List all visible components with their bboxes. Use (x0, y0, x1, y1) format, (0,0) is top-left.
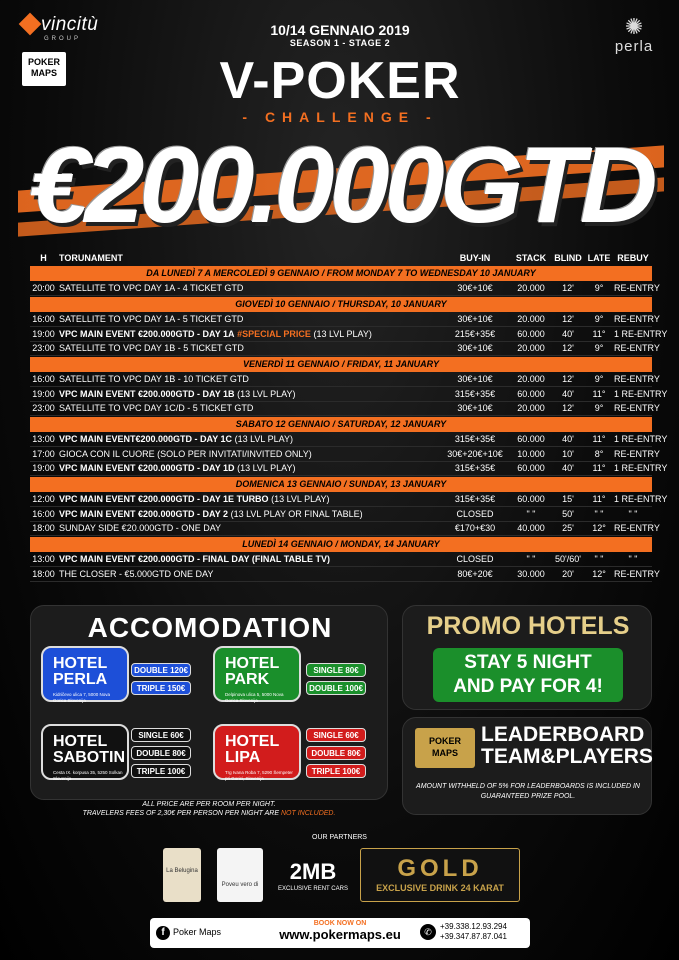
blind-cell: 12' (562, 343, 574, 354)
hotel-address: Kidričevo ulica 7, 5000 Nova Gorica Slovenija (53, 692, 111, 703)
day-header: DA LUNEDÌ 7 A MERCOLEDÌ 9 GENNAIO / FROM MONDAY 7 TO WEDNESDAY 10 JANUARY (30, 266, 652, 281)
tournament-name: SATELLITE TO VPC DAY 1A - 5 TICKET GTD (59, 314, 244, 325)
tournament-name: SATELLITE TO VPC DAY 1C/D - 5 TICKET GTD (59, 403, 254, 414)
stack-cell: 30.000 (517, 568, 545, 579)
day-header: DOMENICA 13 GENNAIO / SUNDAY, 13 JANUARY (30, 477, 652, 492)
tournament-name: VPC MAIN EVENT€200.000GTD - DAY 1C (59, 434, 233, 445)
tournament-row (30, 327, 668, 342)
price-badge: DOUBLE 80€ (131, 746, 191, 760)
pokermaps-logo: POKER MAPS (22, 52, 66, 86)
promo-line: STAY 5 NIGHT (464, 652, 592, 673)
tournament-row (30, 282, 660, 297)
col-rebuy: REBUY (617, 253, 649, 263)
stack-cell: 60.000 (517, 494, 545, 505)
stack-cell: 60.000 (517, 463, 545, 474)
stack-cell: 20.000 (517, 403, 545, 414)
vincitu-logo (22, 14, 118, 42)
tournament-cell (57, 494, 440, 504)
late-cell: 9° (594, 283, 604, 294)
logo-title: V-POKER (219, 52, 461, 110)
late-cell: 9° (594, 314, 604, 325)
late-cell: 12° (592, 523, 606, 534)
buyin-cell: 215€+35€ (454, 328, 496, 339)
tournament-row (30, 387, 668, 402)
phone-number[interactable]: +39.347.87.87.041 (440, 932, 507, 941)
price-badge: SINGLE 80€ (306, 663, 366, 677)
tournament-extra: (13 LVL PLAY) (234, 434, 293, 445)
partner-gold-logo (360, 848, 520, 902)
day-header: LUNEDÌ 14 GENNAIO / MONDAY, 14 JANUARY (30, 537, 652, 552)
facebook-link[interactable] (156, 926, 221, 940)
late-cell: 11° (592, 328, 606, 339)
note-line: ALL PRICE ARE PER ROOM PER NIGHT. (142, 801, 276, 808)
tournament-name: SATELLITE TO VPC DAY 1B - 10 TICKET GTD (59, 374, 249, 385)
tournament-name: VPC MAIN EVENT €200.000GTD - DAY 1E TURBO (59, 494, 269, 505)
blind-cell: 25' (562, 523, 574, 534)
late-cell: 11° (592, 463, 606, 474)
buyin-cell: 30€+10€ (457, 314, 493, 325)
book-label: BOOK NOW ON (313, 920, 367, 927)
tournament-row (30, 493, 668, 508)
facebook-icon: f (156, 926, 170, 940)
partner-2mb-sub: EXCLUSIVE RENT CARS (278, 886, 348, 892)
time-cell: 16:00 (32, 374, 55, 385)
schedule-header-row (30, 251, 652, 265)
accomodation-note (30, 800, 388, 818)
blind-cell: 12' (562, 374, 574, 385)
promo-hotels-panel (402, 605, 652, 710)
time-cell: 13:00 (32, 554, 55, 565)
tournament-cell (57, 343, 440, 353)
tournament-row (30, 507, 652, 522)
tournament-cell (57, 403, 440, 413)
time-cell: 18:00 (32, 523, 55, 534)
blind-cell: 12' (562, 314, 574, 325)
late-cell: 8° (594, 448, 604, 459)
tournament-extra: (13 LVL PLAY) (237, 388, 296, 399)
schedule-table (30, 251, 668, 582)
partner-2mb-name: 2MB (289, 859, 337, 884)
guarantee-headline: €200.000GTD (29, 124, 653, 245)
hotel-sabotin-prices (131, 728, 191, 782)
phone-number[interactable]: +39.338.12.93.294 (440, 922, 507, 931)
perla-name: perla (614, 38, 654, 55)
brand-name: vincitù (41, 14, 99, 35)
tournament-cell (57, 449, 440, 459)
tournament-name: GIOCA CON IL CUORE (SOLO PER INVITATI/INVITED ONLY) (59, 448, 312, 459)
rebuy-cell: RE-ENTRY (614, 568, 660, 579)
brand-sub: GROUP (44, 36, 82, 42)
blind-cell: 40' (562, 388, 574, 399)
hotel-name: HOTEL SABOTIN (53, 733, 125, 766)
buyin-cell: 315€+35€ (454, 388, 496, 399)
blind-cell: 12' (562, 283, 574, 294)
tournament-cell (57, 463, 440, 473)
hotel-perla-prices (131, 663, 191, 699)
hotel-address: Cesta IX. korpusa 35, 5250 Solkan Slovenija (53, 770, 123, 781)
tournament-row (30, 522, 660, 537)
stack-cell: 10.000 (517, 448, 545, 459)
hotel-name: HOTEL PERLA (53, 655, 108, 688)
tournament-cell (57, 523, 440, 533)
tournament-name: VPC MAIN EVENT €200.000GTD - DAY 2 (59, 508, 229, 519)
time-cell: 12:00 (32, 494, 55, 505)
price-badge: TRIPLE 100€ (131, 764, 191, 778)
col-tournament: TORUNAMENT (59, 253, 123, 263)
rebuy-cell: 1 RE-ENTRY (614, 463, 668, 474)
tournament-name: VPC MAIN EVENT €200.000GTD - DAY 1A (59, 328, 235, 339)
hotel-name: HOTEL PARK (225, 655, 279, 688)
leaderboard-title-line: TEAM&PLAYERS (481, 745, 653, 768)
time-cell: 13:00 (32, 434, 55, 445)
blind-cell: 50' (562, 508, 574, 519)
event-dates (240, 22, 440, 48)
hotel-lipa-prices (306, 728, 366, 782)
stack-cell: " " (526, 508, 536, 519)
late-cell: " " (594, 554, 604, 565)
price-badge: TRIPLE 100€ (306, 764, 366, 778)
buyin-cell: 315€+35€ (454, 494, 496, 505)
promo-title: PROMO HOTELS (426, 612, 630, 640)
day-header: GIOVEDÌ 10 GENNAIO / THURSDAY, 10 JANUARY (30, 297, 652, 312)
price-badge: DOUBLE 80€ (306, 746, 366, 760)
buyin-cell: CLOSED (456, 554, 494, 565)
late-cell: 9° (594, 374, 604, 385)
tournament-cell (57, 374, 440, 384)
price-badge: SINGLE 60€ (131, 728, 191, 742)
price-badge: DOUBLE 100€ (306, 681, 366, 695)
logo-subtitle: - CHALLENGE - (242, 109, 438, 125)
partner-belugina-logo: La Belugina (163, 848, 201, 902)
tournament-name: VPC MAIN EVENT €200.000GTD - FINAL DAY (FINAL TABLE TV) (59, 554, 331, 565)
tournament-row (30, 567, 660, 582)
hotel-name: HOTEL LIPA (225, 733, 279, 766)
tournament-cell (57, 434, 440, 444)
time-cell: 23:00 (32, 343, 55, 354)
time-cell: 16:00 (32, 314, 55, 325)
rebuy-cell: 1 RE-ENTRY (614, 434, 668, 445)
col-stack: STACK (515, 253, 547, 263)
tournament-row (30, 553, 652, 568)
website-link[interactable]: www.pokermaps.eu (279, 927, 401, 942)
tournament-name: SUNDAY SIDE €20.000GTD - ONE DAY (59, 523, 222, 534)
perla-logo (604, 16, 664, 55)
hotel-perla-card (41, 646, 129, 702)
rebuy-cell: RE-ENTRY (614, 343, 660, 354)
stack-cell: 20.000 (517, 283, 545, 294)
note-highlight: NOT INCLUDED. (280, 810, 336, 817)
vpoker-logo (170, 52, 510, 125)
vincitu-mark-icon (19, 13, 42, 36)
hotel-park-card (213, 646, 301, 702)
tournament-row (30, 433, 668, 448)
late-cell: 11° (592, 388, 606, 399)
tournament-row (30, 402, 660, 417)
blind-cell: 40' (562, 328, 574, 339)
tournament-cell (57, 509, 440, 519)
footer-bar (150, 918, 530, 948)
tournament-name: THE CLOSER - €5.000GTD ONE DAY (59, 568, 214, 579)
stack-cell: 60.000 (517, 434, 545, 445)
buyin-cell: 30€+20€+10€ (447, 448, 503, 459)
price-badge: SINGLE 60€ (306, 728, 366, 742)
blind-cell: 40' (562, 434, 574, 445)
rebuy-cell: RE-ENTRY (614, 403, 660, 414)
tournament-extra: (13 LVL PLAY) (313, 328, 372, 339)
stack-cell: 60.000 (517, 388, 545, 399)
col-h: H (40, 253, 47, 263)
buyin-cell: €170+€30 (454, 523, 496, 534)
season-text: SEASON 1 - STAGE 2 (289, 38, 391, 48)
time-cell: 19:00 (32, 463, 55, 474)
tournament-row (30, 373, 660, 388)
tournament-cell (57, 314, 440, 324)
tournament-extra: (13 LVL PLAY) (271, 494, 330, 505)
stack-cell: 40.000 (517, 523, 545, 534)
day-header: VENERDÌ 11 GENNAIO / FRIDAY, 11 JANUARY (30, 357, 652, 372)
stack-cell: 20.000 (517, 314, 545, 325)
rebuy-cell: " " (628, 508, 638, 519)
time-cell: 16:00 (32, 508, 55, 519)
blind-cell: 12' (562, 403, 574, 414)
time-cell: 18:00 (32, 568, 55, 579)
buyin-cell: 30€+10€ (457, 283, 493, 294)
rebuy-cell: RE-ENTRY (614, 283, 660, 294)
late-cell: 11° (592, 494, 606, 505)
time-cell: 23:00 (32, 403, 55, 414)
tournament-name: VPC MAIN EVENT €200.000GTD - DAY 1B (59, 388, 235, 399)
tournament-name: SATELLITE TO VPC DAY 1B - 5 TICKET GTD (59, 343, 244, 354)
late-cell: 12° (592, 568, 606, 579)
booking (260, 920, 420, 942)
late-cell: 9° (594, 403, 604, 414)
late-cell: " " (594, 508, 604, 519)
stack-cell: 20.000 (517, 343, 545, 354)
buyin-cell: 30€+10€ (457, 403, 493, 414)
accomodation-panel (30, 605, 388, 800)
tournament-cell (57, 554, 440, 564)
tournament-row (30, 462, 668, 477)
buyin-cell: CLOSED (456, 508, 494, 519)
leaderboard-title-line: LEADERBOARD (481, 723, 645, 746)
hotel-address: Trg Ivana Roba 7, 5290 Šempeter pri Gorici, Slovenija (225, 770, 293, 781)
buyin-cell: 315€+35€ (454, 463, 496, 474)
blind-cell: 40' (562, 463, 574, 474)
promo-offer (433, 648, 623, 702)
hotel-sabotin-card (41, 724, 129, 780)
leaderboard-description: AMOUNT WITHHELD OF 5% FOR LEADERBOARDS IS INCLUDED IN GUARANTEED PRIZE POOL. (416, 783, 640, 800)
leaderboard-panel (402, 717, 652, 815)
blind-cell: 10' (562, 448, 574, 459)
price-badge: TRIPLE 150€ (131, 681, 191, 695)
time-cell: 19:00 (32, 388, 55, 399)
rebuy-cell: RE-ENTRY (614, 448, 660, 459)
leaderboard-title (481, 724, 651, 768)
buyin-cell: 315€+35€ (454, 434, 496, 445)
buyin-cell: 30€+10€ (457, 343, 493, 354)
rebuy-cell: 1 RE-ENTRY (614, 388, 668, 399)
shell-icon: ✺ (624, 14, 644, 39)
col-blind: BLIND (554, 253, 582, 263)
stack-cell: 60.000 (517, 328, 545, 339)
tournament-cell (57, 569, 440, 579)
special-price-tag: #SPECIAL PRICE (237, 328, 311, 339)
late-cell: 9° (594, 343, 604, 354)
blind-cell: 20' (562, 568, 574, 579)
hotel-park-prices (306, 663, 366, 699)
accomodation-title: ACCOMODATION (87, 612, 333, 643)
tournament-cell (57, 283, 440, 293)
day-header: SABATO 12 GENNAIO / SATURDAY, 12 JANUARY (30, 417, 652, 432)
col-late: LATE (587, 253, 611, 263)
tournament-row (30, 313, 660, 328)
hotel-lipa-card (213, 724, 301, 780)
rebuy-cell: 1 RE-ENTRY (614, 328, 668, 339)
time-cell: 19:00 (32, 328, 55, 339)
rebuy-cell: 1 RE-ENTRY (614, 494, 668, 505)
partners-title: OUR PARTNERS (312, 834, 367, 841)
rebuy-cell: RE-ENTRY (614, 314, 660, 325)
tournament-name: VPC MAIN EVENT €200.000GTD - DAY 1D (59, 463, 235, 474)
buyin-cell: 30€+10€ (457, 374, 493, 385)
partner-heart-text: Poveu vero di (221, 882, 259, 888)
facebook-name: Poker Maps (173, 927, 222, 937)
pokermaps-logo: POKER MAPS (415, 728, 475, 768)
time-cell: 20:00 (32, 283, 55, 294)
dates-text: 10/14 GENNAIO 2019 (270, 22, 410, 38)
partner-gold-name: GOLD (397, 855, 483, 882)
stack-cell: " " (526, 554, 536, 565)
rebuy-cell: RE-ENTRY (614, 374, 660, 385)
partner-2mb-logo (278, 848, 348, 902)
promo-line: AND PAY FOR 4! (453, 676, 603, 697)
blind-cell: 15' (562, 494, 574, 505)
buyin-cell: 80€+20€ (457, 568, 493, 579)
rebuy-cell: " " (628, 554, 638, 565)
partner-gold-sub: EXCLUSIVE DRINK 24 KARAT (376, 883, 504, 893)
col-buyin: BUY-IN (459, 253, 491, 263)
hotel-address: Delpinova ulica 5, 5000 Nova Gorica Slovenija (225, 692, 284, 703)
tournament-row (30, 447, 660, 462)
partner-heart-logo (217, 848, 263, 902)
tournament-cell (57, 389, 440, 399)
rebuy-cell: RE-ENTRY (614, 523, 660, 534)
price-badge: DOUBLE 120€ (131, 663, 191, 677)
tournament-row (30, 342, 660, 357)
tournament-extra: (13 LVL PLAY) (237, 463, 296, 474)
tournament-name: SATELLITE TO VPC DAY 1A - 4 TICKET GTD (59, 283, 244, 294)
stack-cell: 20.000 (517, 374, 545, 385)
phone-icon: ✆ (420, 924, 436, 940)
blind-cell: 50'/60' (555, 554, 581, 565)
late-cell: 11° (592, 434, 606, 445)
note-line: TRAVELERS FEES OF 2,30€ PER PERSON PER NIGHT ARE (82, 810, 280, 817)
tournament-extra: (13 LVL PLAY OR FINAL TABLE) (230, 508, 363, 519)
tournament-cell (57, 329, 440, 339)
time-cell: 17:00 (32, 448, 55, 459)
